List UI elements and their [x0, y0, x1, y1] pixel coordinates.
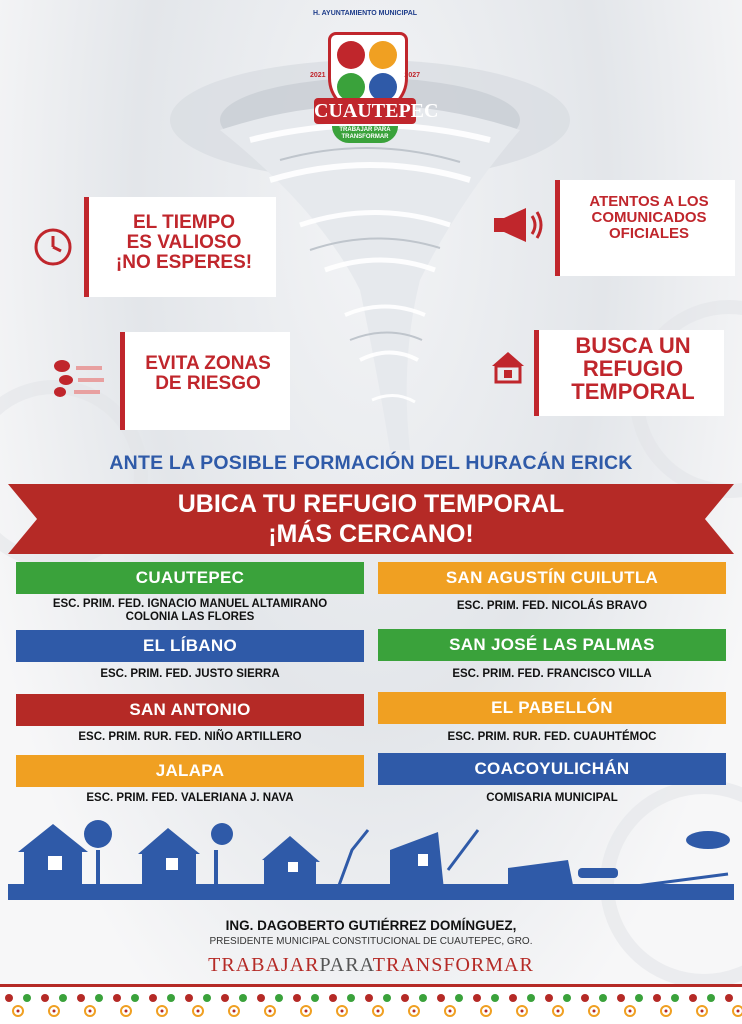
slogan — [0, 954, 742, 977]
banner-line-2: ¡MÁS CERCANO! — [268, 520, 474, 548]
logo-emblem — [369, 41, 397, 69]
tip-card-accent — [120, 332, 125, 430]
tip-text: BUSCA UN REFUGIO TEMPORAL — [571, 333, 695, 405]
tip-text: EVITA ZONAS DE RIESGO — [145, 353, 271, 394]
signature-title: PRESIDENTE MUNICIPAL CONSTITUCIONAL DE CUAUTEPEC, GRO. — [209, 936, 533, 947]
logo-arc-text: H. AYUNTAMIENTO MUNICIPAL — [312, 10, 418, 17]
shelter-location: CUAUTEPEC — [16, 562, 364, 594]
shelter-location: SAN JOSÉ LAS PALMAS — [378, 629, 726, 661]
shelter-school: ESC. PRIM. RUR. FED. NIÑO ARTILLERO — [78, 731, 302, 743]
tip-card-time — [84, 197, 276, 297]
headline: ANTE LA POSIBLE FORMACIÓN DEL HURACÁN ERICK — [109, 452, 633, 474]
pattern-line — [0, 984, 742, 987]
municipal-logo — [306, 10, 439, 160]
shelter-school: ESC. PRIM. FED. FRANCISCO VILLA — [452, 668, 652, 680]
shelter-location: COACOYULICHÁN — [378, 753, 726, 785]
shelter-school: ESC. PRIM. FED. JUSTO SIERRA — [100, 668, 280, 680]
shelter-school: COMISARIA MUNICIPAL — [486, 792, 618, 804]
tip-card-accent — [84, 197, 89, 297]
shelter-school: ESC. PRIM. FED. IGNACIO MANUEL ALTAMIRANO COLONIA LAS FLORES — [52, 598, 328, 623]
logo-emblem — [337, 73, 365, 101]
logo-emblem — [337, 41, 365, 69]
tip-card-find-shelter — [534, 330, 724, 416]
slogan-part: TRABAJAR — [208, 954, 320, 976]
ground-strip — [8, 884, 734, 900]
decorative-pattern-strip — [0, 984, 742, 1024]
logo-motto: TRABAJAR PARA TRANSFORMAR — [332, 126, 398, 143]
shelter-school: ESC. PRIM. FED. NICOLÁS BRAVO — [456, 600, 648, 612]
tip-card-official-notices — [555, 180, 735, 276]
tip-text: EL TIEMPO ES VALIOSO ¡NO ESPERES! — [115, 212, 253, 273]
floral-pattern — [0, 989, 742, 1021]
clock-icon — [32, 226, 74, 268]
tip-card-accent — [555, 180, 560, 276]
shelter-location: EL LÍBANO — [16, 630, 364, 662]
megaphone-icon — [492, 206, 546, 244]
shelter-banner — [8, 484, 734, 554]
logo-emblem — [369, 73, 397, 101]
shelter-location: JALAPA — [16, 755, 364, 787]
shelter-school: ESC. PRIM. RUR. FED. CUAUHTÉMOC — [447, 731, 657, 743]
logo-name: CUAUTEPEC — [314, 100, 439, 122]
house-icon — [490, 350, 526, 384]
signature-name: ING. DAGOBERTO GUTIÉRREZ DOMÍNGUEZ, — [225, 918, 517, 933]
logo-year-left: 2021 — [310, 72, 326, 79]
hazard-zone-icon — [50, 356, 108, 400]
shelter-location: SAN AGUSTÍN CUILUTLA — [378, 562, 726, 594]
tip-text: ATENTOS A LOS COMUNICADOS OFICIALES — [589, 193, 709, 242]
logo-year-right: 2027 — [404, 72, 420, 79]
shelter-school: ESC. PRIM. FED. VALERIANA J. NAVA — [86, 792, 294, 804]
banner-line-1: UBICA TU REFUGIO TEMPORAL — [177, 490, 565, 518]
shelter-location: EL PABELLÓN — [378, 692, 726, 724]
slogan-part: TRANSFORMAR — [372, 954, 534, 976]
shelter-location: SAN ANTONIO — [16, 694, 364, 726]
tip-card-accent — [534, 330, 539, 416]
slogan-part: PARA — [319, 954, 373, 976]
tip-card-avoid-risk — [120, 332, 290, 430]
